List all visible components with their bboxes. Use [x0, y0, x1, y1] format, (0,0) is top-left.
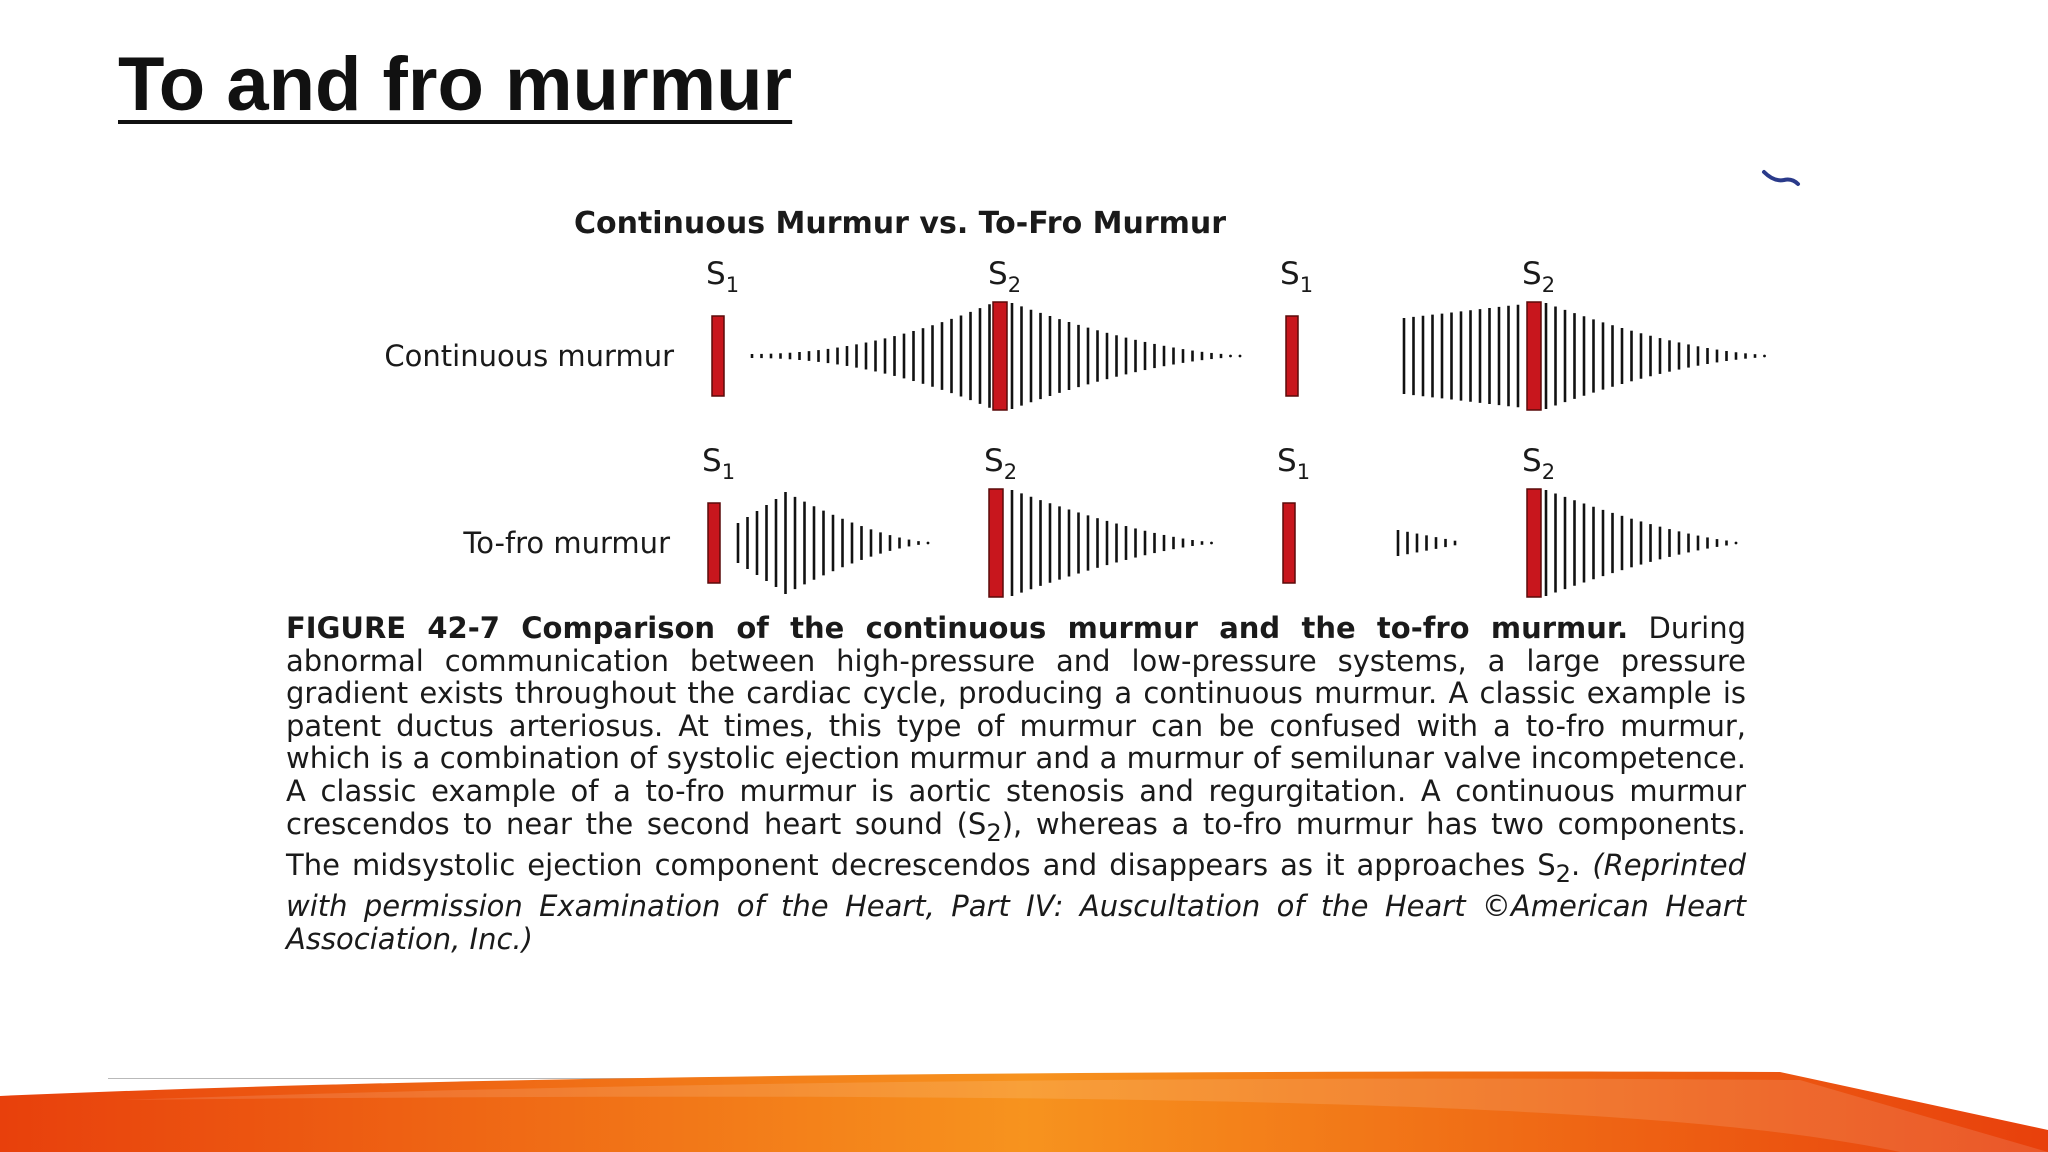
murmur-dot	[1239, 355, 1242, 358]
to-fro-diastolic-1	[1012, 490, 1213, 596]
continuous-murmur-cycle-1-rise	[752, 304, 990, 408]
heart-sound-bar-to-fro-3	[1283, 503, 1295, 583]
row-label-continuous: Continuous murmur	[384, 339, 674, 373]
murmur-dot	[1735, 542, 1738, 545]
heart-sound-label: $S_1$	[1277, 443, 1311, 484]
heart-sound-label: $S_1$	[702, 443, 736, 484]
heart-sound-label: $S_1$	[706, 256, 740, 297]
heart-sound-label: $S_2$	[1522, 256, 1556, 297]
row-label-to-fro: To-fro murmur	[463, 526, 670, 560]
murmur-dot	[1763, 355, 1766, 358]
heart-sound-bar-to-fro-1	[708, 503, 720, 583]
caption-citation: (Reprinted with permission Examination of the Heart, Part IV: Auscultation of the Heart ©American Heart Association, Inc.)	[286, 847, 1747, 956]
continuous-murmur-cycle-2-rise	[1404, 305, 1518, 408]
heart-sound-label: $S_2$	[988, 256, 1022, 297]
footer-band	[0, 1070, 2048, 1152]
caption-sub-1: 2	[986, 818, 1002, 847]
caption-body-2: ), whereas a to-fro murmur has two components. The midsystolic ejection component decrescendos and disappears as it approaches S	[286, 806, 1746, 882]
heart-sound-bar-continuous-2	[993, 302, 1007, 410]
murmur-waveforms	[738, 303, 1766, 596]
heart-sound-bar-continuous-1	[712, 316, 724, 396]
page-mark-icon	[1764, 172, 1798, 184]
heart-sound-bar-to-fro-2	[989, 489, 1003, 597]
slide-title: To and fro murmur	[118, 42, 793, 127]
caption-sub-2: 2	[1555, 859, 1572, 888]
heart-sound-bar-continuous-3	[1286, 316, 1298, 396]
continuous-murmur-cycle-2-fall	[1546, 303, 1766, 409]
caption-lead: FIGURE 42-7 Comparison of the continuous murmur and the to-fro murmur.	[286, 611, 1629, 645]
to-fro-diastolic-2	[1546, 490, 1737, 596]
to-fro-systolic-1	[738, 492, 929, 594]
to-fro-systolic-2	[1398, 530, 1455, 556]
heart-sound-bar-continuous-4	[1527, 302, 1541, 410]
diagram-title: Continuous Murmur vs. To-Fro Murmur	[573, 206, 1227, 241]
murmur-dot	[1210, 542, 1213, 545]
heart-sound-label: $S_2$	[984, 443, 1018, 484]
murmur-dot	[927, 542, 930, 545]
continuous-murmur-cycle-1-fall	[1012, 303, 1241, 409]
heart-sound-bar-to-fro-4	[1527, 489, 1541, 597]
heart-sound-label: $S_2$	[1522, 443, 1556, 484]
caption-body-3: .	[1571, 847, 1593, 882]
heart-sound-label: $S_1$	[1280, 256, 1314, 297]
murmur-dot	[1229, 355, 1232, 358]
figure-caption	[286, 612, 1746, 956]
caption-body-1: During abnormal communication between high-pressure and low-pressure systems, a large pressure gradient exists throughout the cardiac cycle, producing a continuous murmur. A classic example is patent ductus arteriosus. At times, this type of murmur can be confused with a to-fro murmur, which is a combination of systolic ejection murmur and a murmur of semilunar valve incompetence. A classic example of a to-fro murmur is aortic stenosis and regurgitation. A continuous murmur crescendos to near the second heart sound (S	[286, 611, 1746, 841]
